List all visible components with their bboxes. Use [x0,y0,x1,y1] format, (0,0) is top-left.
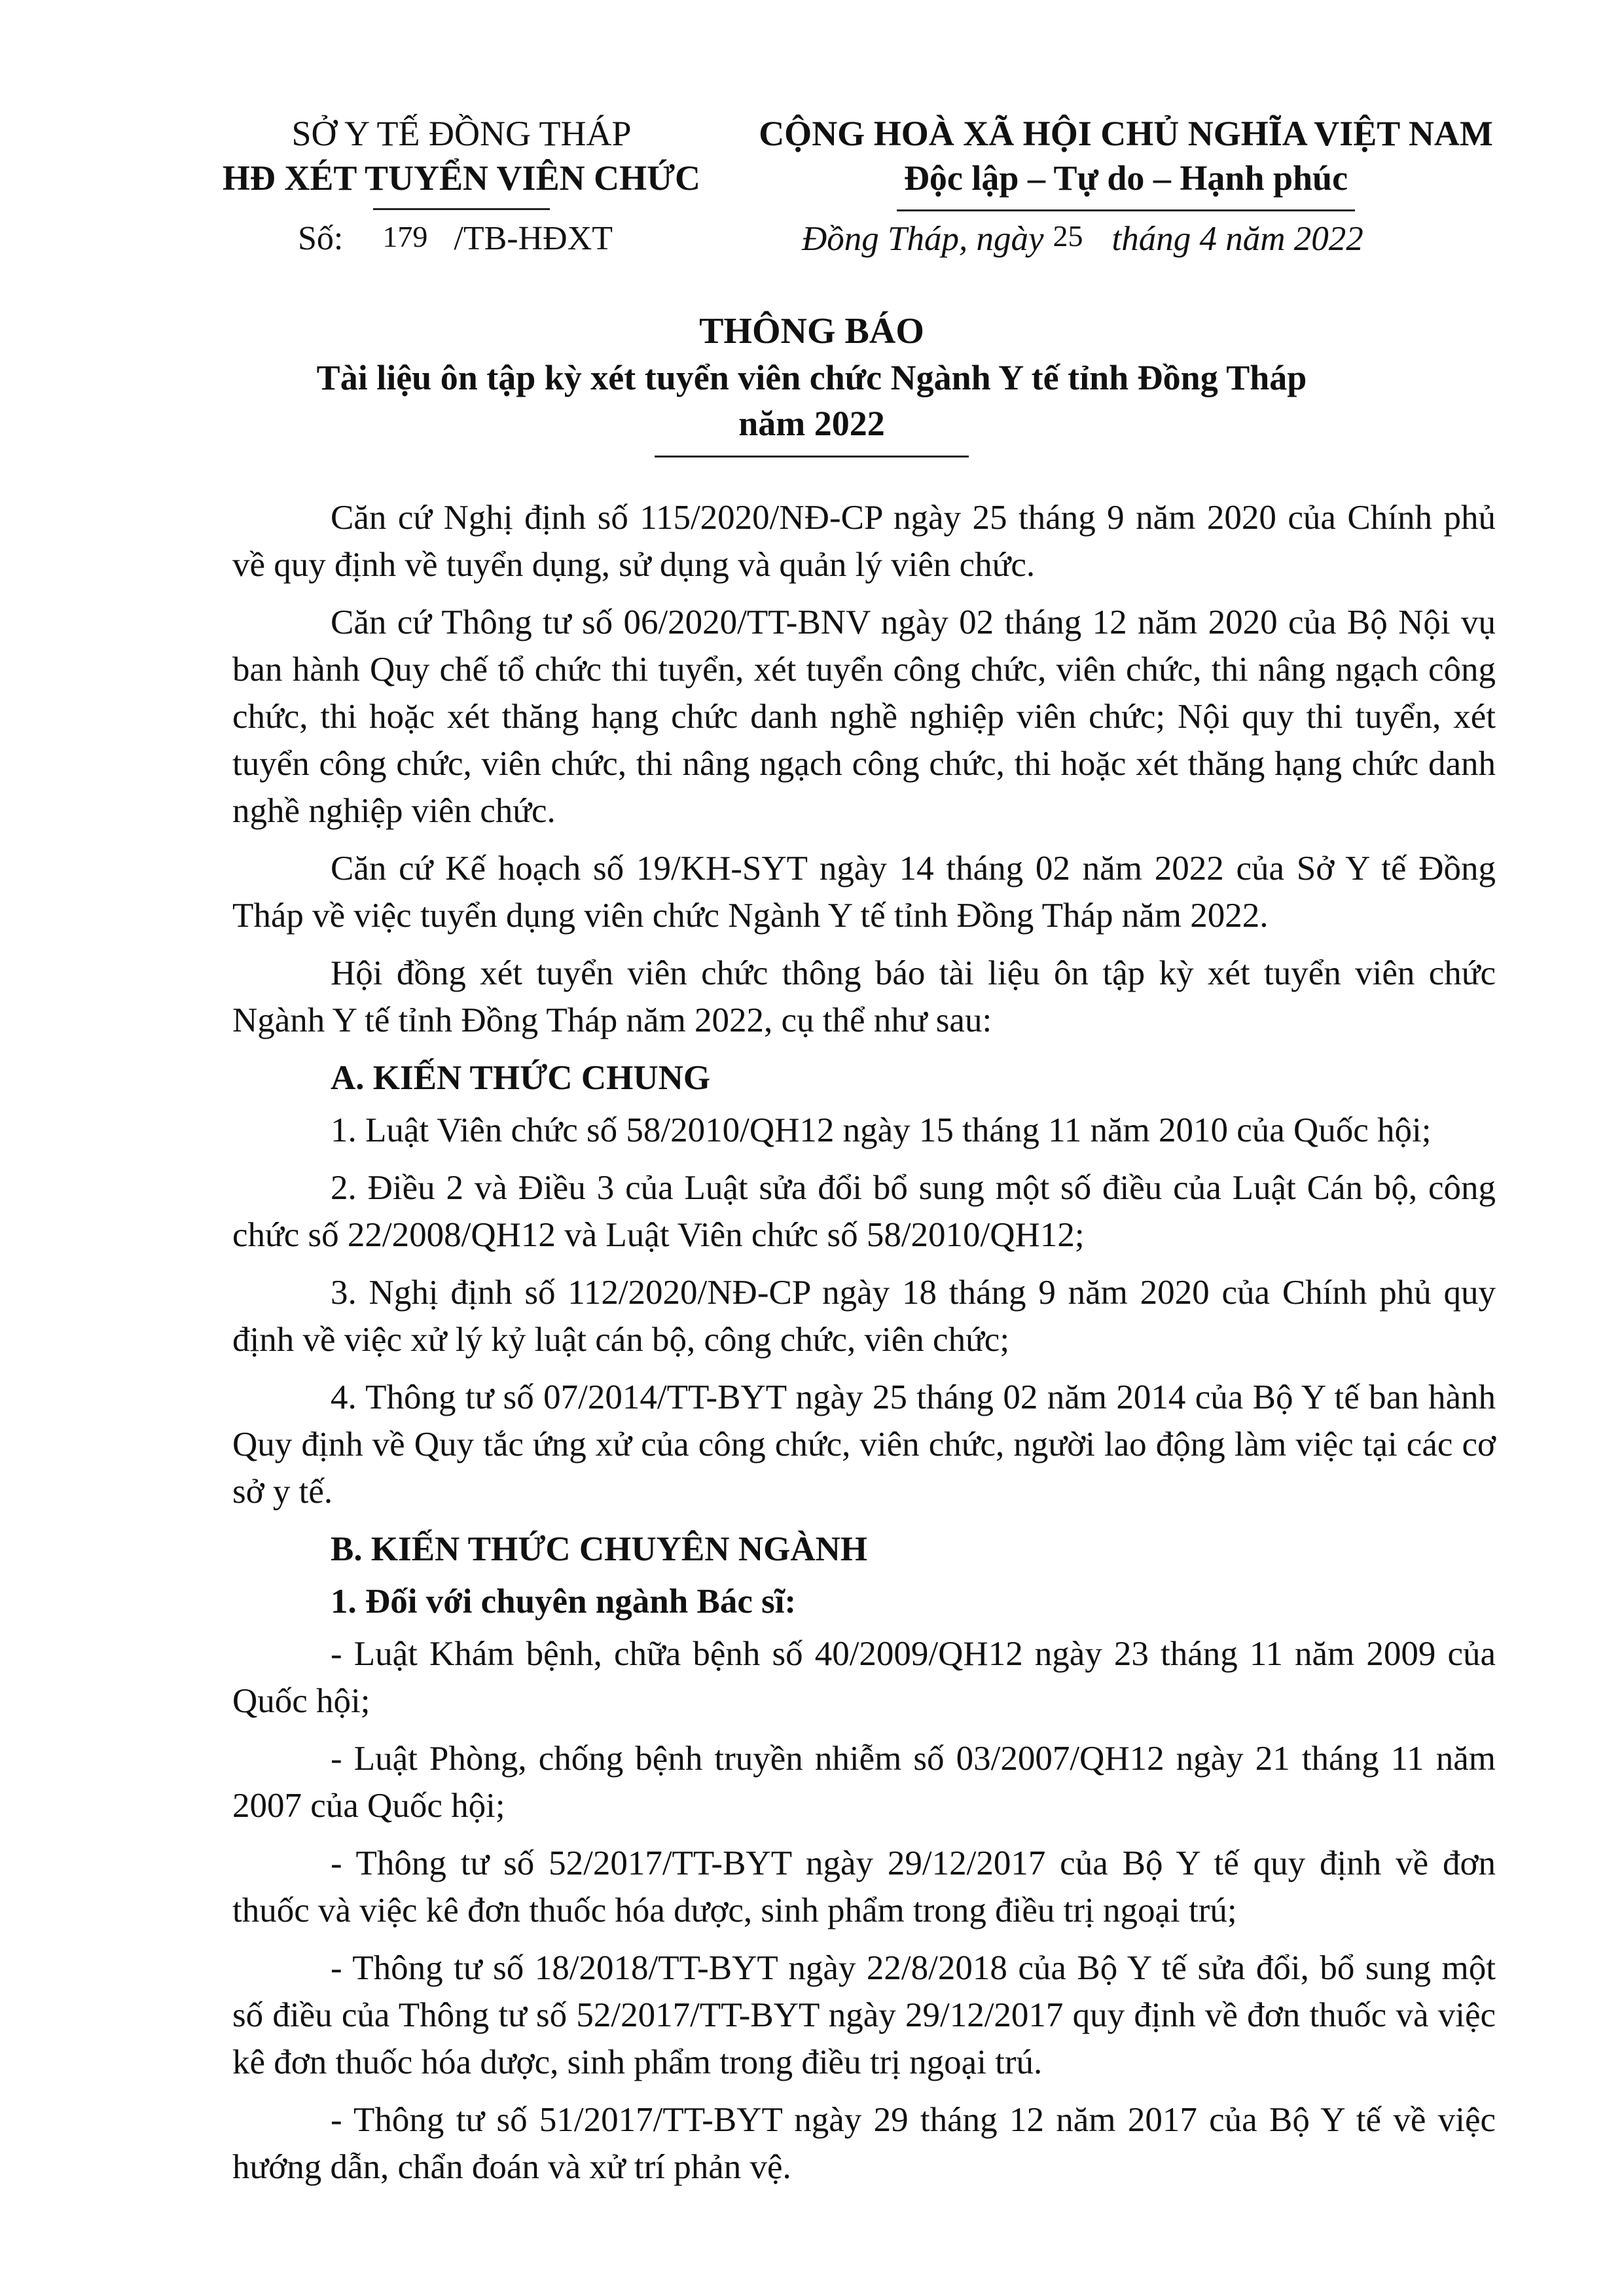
title-block [164,308,1460,457]
section-a-item: 1. Luật Viên chức số 58/2010/QH12 ngày 15 tháng 11 năm 2010 của Quốc hội; [331,1111,1432,1149]
national-header [733,111,1519,211]
motto-underline [897,209,1355,211]
document-date [802,219,1363,259]
section-b-item: - Thông tư số 18/2018/TT-BYT ngày 22/8/2018 của Bộ Y tế sửa đổi, bổ sung một số điều của Thông tư số 52/2017/TT-BYT ngày 29/12/2017 quy định về đơn thuốc và việc kê đơn thuốc hóa dược, sinh phẩm trong điều trị ngoại trú. [232,1949,1496,2081]
subtitle-line-2: năm 2022 [738,404,885,443]
intro-paragraph: Căn cứ Nghị định số 115/2020/NĐ-CP ngày 25 tháng 9 năm 2020 của Chính phủ về quy định về tuyển dụng, sử dụng và quản lý viên chức. [232,499,1496,584]
section-b-item: - Luật Khám bệnh, chữa bệnh số 40/2009/QH12 ngày 23 tháng 11 năm 2009 của Quốc hội; [232,1635,1496,1720]
doc-number-prefix: Số: [298,220,344,257]
agency-underline [373,208,550,210]
section-a-item: 3. Nghị định số 112/2020/NĐ-CP ngày 18 tháng 9 năm 2020 của Chính phủ quy định về việc xử lý kỷ luật cán bộ, công chức, viên chức; [232,1274,1496,1359]
doc-number-suffix: /TB-HĐXT [454,220,613,257]
date-day: 25 [1053,219,1083,253]
intro-paragraph: Căn cứ Kế hoạch số 19/KH-SYT ngày 14 tháng 02 năm 2022 của Sở Y tế Đồng Tháp về việc tuyển dụng viên chức Ngành Y tế tỉnh Đồng Tháp năm 2022. [232,850,1496,935]
intro-paragraph: Căn cứ Thông tư số 06/2020/TT-BNV ngày 02 tháng 12 năm 2020 của Bộ Nội vụ ban hành Quy chế tổ chức thi tuyển, xét tuyển công chức, viên chức, thi nâng ngạch công chức, thi hoặc xét thăng hạng chức danh nghề nghiệp viên chức; Nội quy thi tuyển, xét tuyển công chức, viên chức, thi nâng ngạch công chức, thi hoặc xét thăng hạng chức danh nghề nghiệp viên chức. [232,603,1496,830]
section-a-heading: A. KIẾN THỨC CHUNG [331,1059,711,1097]
date-prefix: Đồng Tháp, ngày [802,220,1044,258]
document-body [232,494,1496,2201]
document-number [298,219,613,258]
date-suffix: tháng 4 năm 2022 [1111,220,1363,258]
section-a-item: 4. Thông tư số 07/2014/TT-BYT ngày 25 tháng 02 năm 2014 của Bộ Y tế ban hành Quy định về Quy tắc ứng xử của công chức, viên chức, người lao động làm việc tại các cơ sở y tế. [232,1378,1496,1511]
title-divider [655,456,969,457]
motto: Độc lập – Tự do – Hạnh phúc [903,158,1348,198]
intro-paragraph: Hội đồng xét tuyển viên chức thông báo tài liệu ôn tập kỳ xét tuyển viên chức Ngành Y tế tỉnh Đồng Tháp năm 2022, cụ thể như sau: [232,954,1496,1039]
section-b-item: - Thông tư số 52/2017/TT-BYT ngày 29/12/2017 của Bộ Y tế quy định về đơn thuốc và việc kê đơn thuốc hóa dược, sinh phẩm trong điều trị ngoại trú; [232,1844,1496,1929]
page-title: THÔNG BÁO [699,311,924,351]
doc-number-value: 179 [382,220,428,253]
agency-name: SỞ Y TẾ ĐỒNG THÁP [291,114,632,153]
agency-header [203,111,720,210]
council-name: HĐ XÉT TUYỂN VIÊN CHỨC [222,158,701,198]
section-b-item: - Luật Phòng, chống bệnh truyền nhiễm số 03/2007/QH12 ngày 21 tháng 11 năm 2007 của Quốc hội; [232,1740,1496,1825]
section-b-subheading: 1. Đối với chuyên ngành Bác sĩ: [331,1583,797,1621]
section-b-item: - Thông tư số 51/2017/TT-BYT ngày 29 tháng 12 năm 2017 của Bộ Y tế về việc hướng dẫn, chẩn đoán và xử trí phản vệ. [232,2101,1496,2186]
section-b-heading: B. KIẾN THỨC CHUYÊN NGÀNH [331,1530,868,1568]
section-a-item: 2. Điều 2 và Điều 3 của Luật sửa đổi bổ sung một số điều của Luật Cán bộ, công chức số 22/2008/QH12 và Luật Viên chức số 58/2010/QH12; [232,1169,1496,1254]
nation-name: CỘNG HOÀ XÃ HỘI CHỦ NGHĨA VIỆT NAM [759,114,1493,153]
subtitle-line-1: Tài liệu ôn tập kỳ xét tuyển viên chức Ngành Y tế tỉnh Đồng Tháp [316,358,1307,397]
